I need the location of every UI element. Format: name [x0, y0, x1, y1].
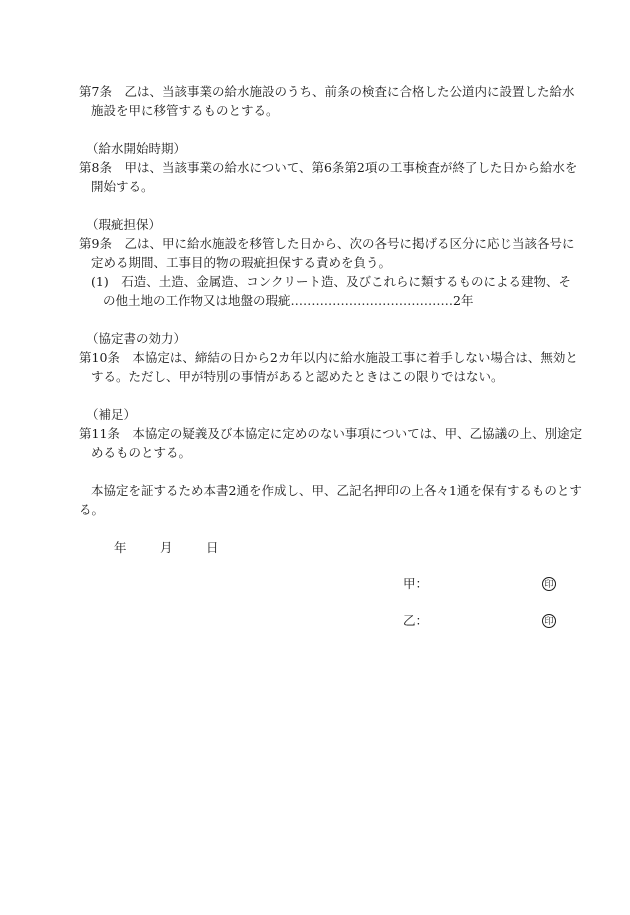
article-9-line-2: 定める期間、工事目的物の瑕疵担保する責めを負う。 — [91, 255, 392, 270]
article-8-line-1: 第8条 甲は、当該事業の給水について、第6条第2項の工事検査が終了した日から給水を — [79, 160, 578, 175]
date-day-label: 日 — [206, 540, 219, 555]
party-b-seal-icon: 印 — [542, 614, 556, 628]
party-a-seal-icon: 印 — [542, 577, 556, 591]
party-b-label: 乙： — [403, 613, 429, 628]
article-8-line-2: 開始する。 — [91, 179, 154, 194]
article-11-line-2: めるものとする。 — [91, 445, 192, 460]
article-9-item-1-line-1: (1) 石造、土造、金属造、コンクリート造、及びこれらに類するものによる建物、そ — [91, 274, 571, 289]
date-month-label: 月 — [160, 540, 173, 555]
article-8-heading: （給水開始時期） — [86, 141, 187, 156]
date-year-label: 年 — [114, 540, 127, 555]
article-9-item-1-line-2: の他土地の工作物又は地盤の瑕疵…………………………………2年 — [103, 293, 474, 308]
article-10-heading: （協定書の効力） — [86, 331, 187, 346]
article-9-line-1: 第9条 乙は、甲に給水施設を移管した日から、次の各号に掲げる区分に応じ当該各号に — [79, 236, 575, 251]
party-a-label: 甲： — [403, 576, 429, 591]
article-7-line-1: 第7条 乙は、当該事業の給水施設のうち、前条の検査に合格した公道内に設置した給水 — [79, 84, 575, 99]
article-11-heading: （補足） — [86, 407, 137, 422]
article-9-heading: （瑕疵担保） — [86, 217, 162, 232]
article-10-line-1: 第10条 本協定は、締結の日から2カ年以内に給水施設工事に着手しない場合は、無効と — [79, 350, 578, 365]
article-11-line-1: 第11条 本協定の疑義及び本協定に定めのない事項については、甲、乙協議の上、別途定 — [79, 426, 583, 441]
closing-line-1: 本協定を証するため本書2通を作成し、甲、乙記名押印の上各々1通を保有するものとす — [91, 483, 582, 498]
article-10-line-2: する。ただし、甲が特別の事情があると認めたときはこの限りではない。 — [91, 369, 504, 384]
article-7-line-2: 施設を甲に移管するものとする。 — [91, 103, 279, 118]
closing-line-2: る。 — [79, 502, 105, 517]
